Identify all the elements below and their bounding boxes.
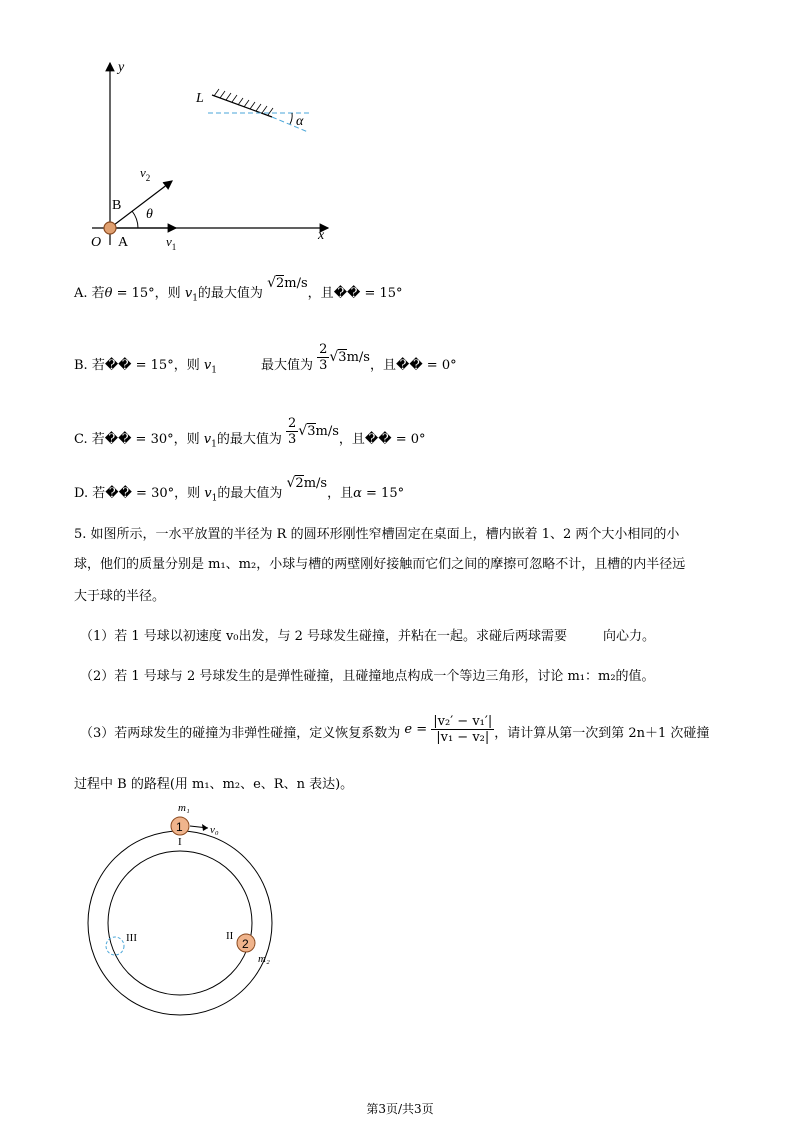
inner-ring: [108, 851, 252, 995]
m1-label: m₁: [178, 802, 190, 814]
origin-label: O: [91, 235, 102, 250]
alpha-label: α: [296, 114, 304, 129]
v0-label: v₀: [210, 824, 219, 836]
position-III-marker: [106, 937, 124, 955]
q5-sub3-continued: 过程中 B 的路程(用 m₁、m₂、e、R、n 表达)。: [74, 777, 354, 792]
position-III-label: III: [126, 932, 137, 944]
alpha-arc: [290, 113, 292, 124]
q5-line-1: 5. 如图所示，一水平放置的半径为 R 的圆环形刚性窄槽固定在桌面上，槽内嵌着 1、2 两个大小相同的小: [74, 527, 680, 542]
position-II-label: II: [226, 930, 234, 942]
y-axis-label: y: [118, 60, 125, 75]
ball: [104, 222, 116, 234]
option-A[interactable]: A. 若θ = 15°，则 $v_1$的最大值为 √2m/s，且�� = 15°: [74, 275, 403, 304]
fraction-two-thirds: $\frac{2}{3}$: [319, 342, 328, 373]
e-symbol: e =: [404, 722, 428, 737]
ball-2-number: 2: [242, 937, 249, 951]
restitution-fraction: $\frac{\text{|v₂′ − v₁′|}}{\text{|v₁ − v₂|}}$: [433, 714, 493, 745]
point-B-label: B: [112, 198, 122, 213]
theta-arc: [132, 211, 138, 228]
q5-sub3: （3）若两球发生的碰撞为非弹性碰撞，定义恢复系数为 e = $\frac{\text{|v₂′ − v₁′|}}{\text{|v₁ − v₂|}}$ ，请计算从第一次到第 2n＋1 次碰撞: [80, 714, 710, 745]
page-footer: 第3页/共3页: [366, 1102, 434, 1116]
option-D[interactable]: D. 若�� = 30°，则 $v_1$的最大值为 √2m/s，且α = 15°: [74, 475, 405, 504]
ball-1-number: 1: [176, 820, 183, 834]
ring-groove-diagram: [80, 795, 290, 1030]
velocity-diagram: [80, 55, 350, 255]
v0-arrowhead: [202, 824, 208, 831]
wall-L: [212, 95, 272, 117]
v2-label: $v_2$: [140, 165, 151, 183]
wall-hatch: [214, 89, 273, 115]
v1-label: $v_1$: [166, 234, 177, 252]
q5-line-3: 大于球的半径。: [74, 589, 166, 604]
q5-sub1: （1）若 1 号球以初速度 v₀出发，与 2 号球发生碰撞，并粘在一起。求碰后两球需要 向心力。: [80, 629, 656, 644]
m2-label: m₂: [258, 953, 270, 965]
option-C[interactable]: C. 若�� = 30°，则 $v_1$的最大值为 $\frac{2}{3}$ √3m/s，且�� = 0°: [74, 416, 426, 450]
sqrt-value: √2m/s: [267, 275, 308, 291]
q5-sub2: （2）若 1 号球与 2 号球发生的是弹性碰撞，且碰撞地点构成一个等边三角形，讨论 m₁：m₂的值。: [80, 669, 655, 684]
x-axis-label: x: [318, 228, 325, 243]
outer-ring: [88, 831, 272, 1015]
fraction-two-thirds: $\frac{2}{3}$: [288, 416, 297, 447]
position-I-label: I: [178, 836, 182, 848]
option-B[interactable]: B. 若�� = 15°，则 $v_1$ 最大值为 $\frac{2}{3}$ √3m/s，且�� = 0°: [74, 342, 457, 376]
q5-line-2: 球，他们的质量分别是 m₁、m₂，小球与槽的两壁刚好接触而它们之间的摩擦可忽略不计，且槽的内半径远: [74, 557, 686, 572]
wall-L-label: L: [196, 91, 204, 106]
point-A-label: A: [118, 235, 129, 250]
theta-label: θ: [146, 207, 153, 222]
